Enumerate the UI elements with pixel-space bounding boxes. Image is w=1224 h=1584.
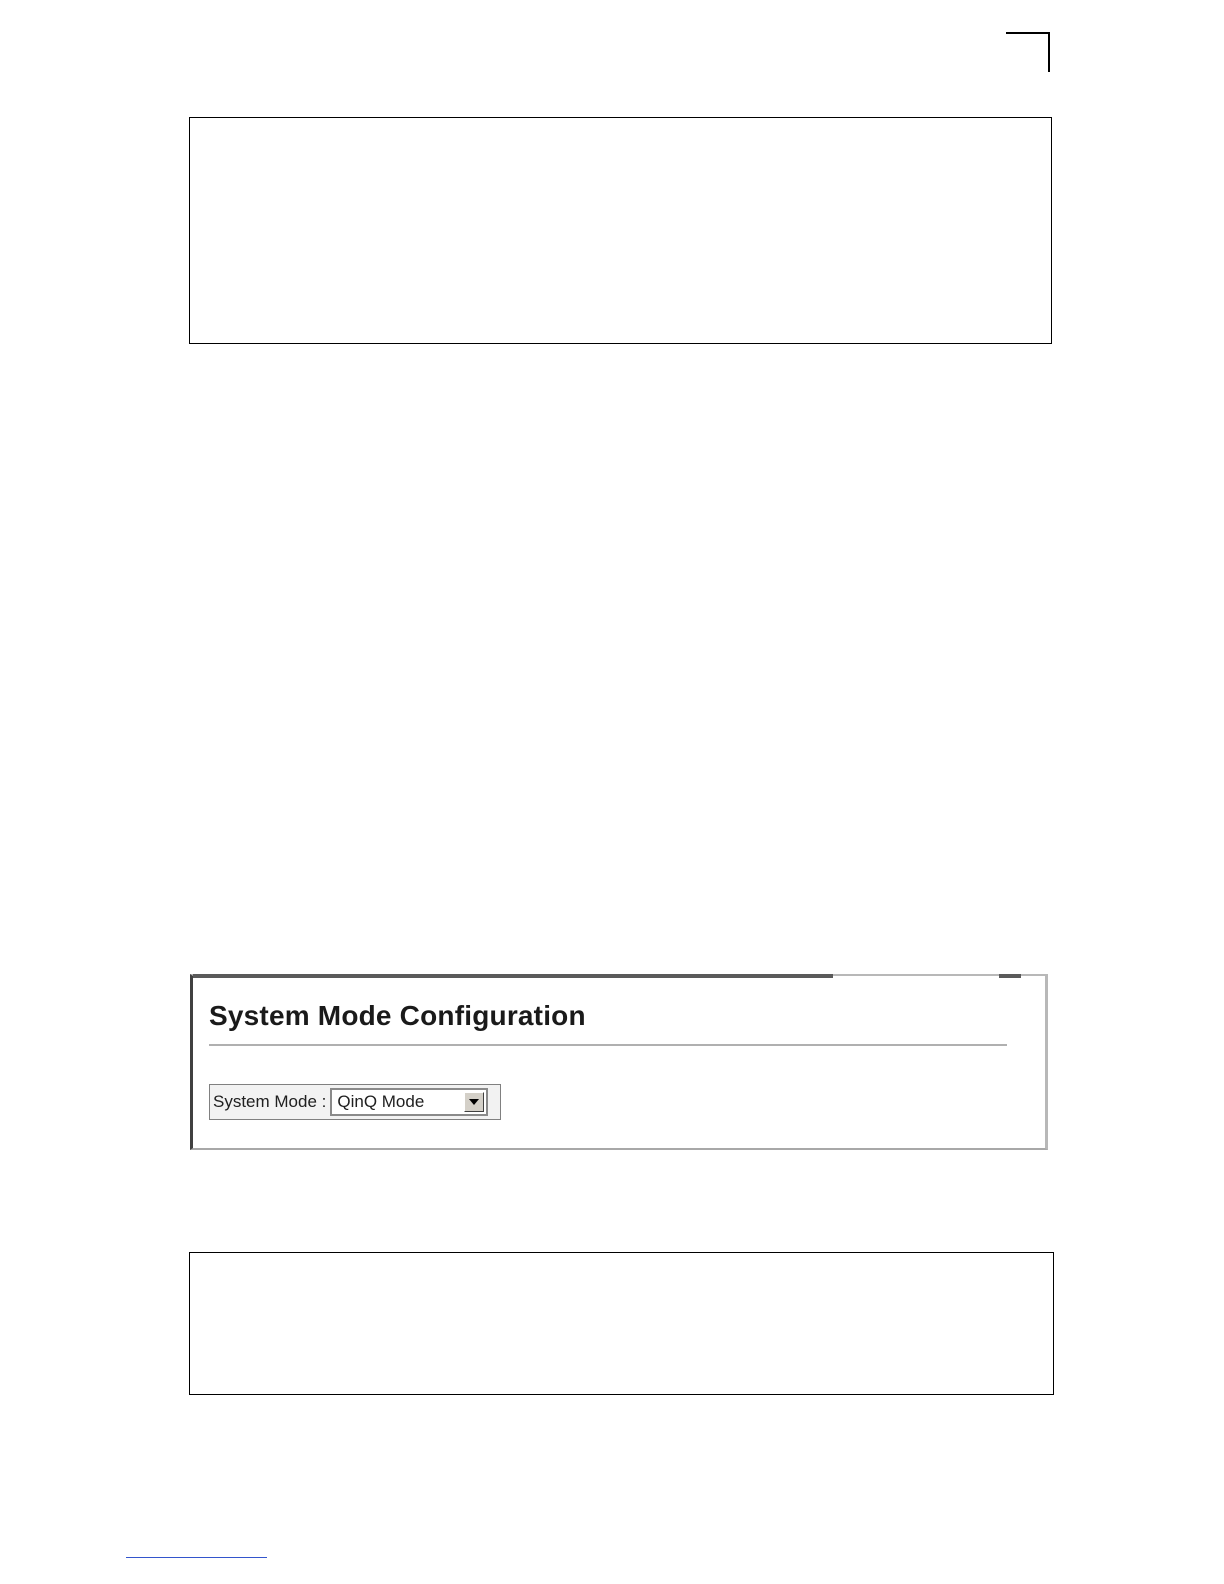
- chevron-down-icon[interactable]: [464, 1092, 484, 1112]
- system-mode-selected-value: QinQ Mode: [337, 1092, 425, 1111]
- panel-top-border: [193, 974, 833, 978]
- system-mode-label: System Mode :: [213, 1092, 327, 1111]
- system-mode-configuration-panel: [190, 974, 1048, 1150]
- example-box-bottom: [189, 1252, 1054, 1395]
- system-mode-select[interactable]: [330, 1088, 488, 1116]
- panel-top-border-stub: [999, 974, 1021, 978]
- page-corner-mark: [1006, 32, 1050, 72]
- example-box-top: [189, 117, 1052, 344]
- system-mode-row: [209, 1084, 501, 1120]
- title-divider: [209, 1044, 1007, 1046]
- page-title: System Mode Configuration: [209, 1000, 586, 1031]
- footer-link-underline: [126, 1557, 267, 1558]
